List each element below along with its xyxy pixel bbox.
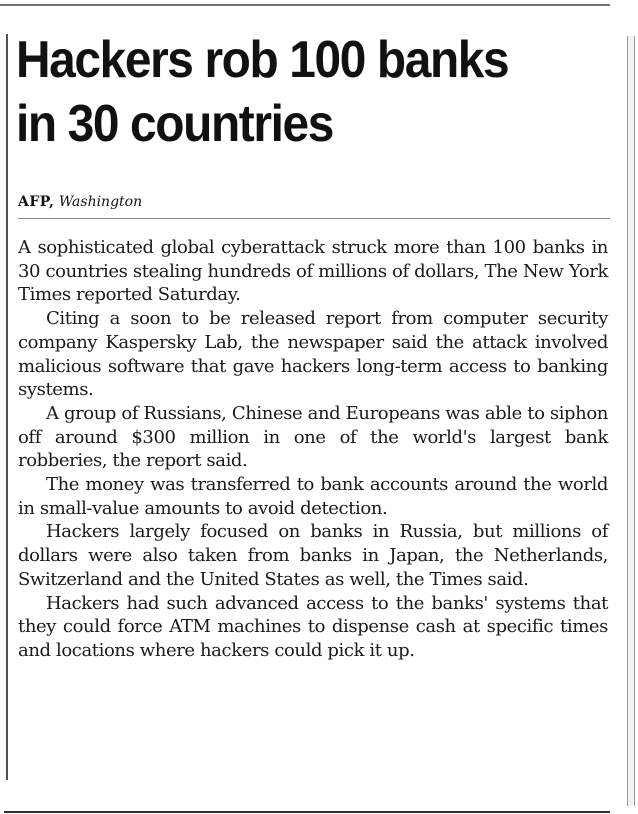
article-paragraph: Citing a soon to be released report from computer security company Kaspersky Lab, the newspaper said the attack involved malicious software that gave hackers long-term access to banking systems. xyxy=(18,308,608,401)
headline-line-2: in 30 countries xyxy=(16,95,333,153)
article-paragraph: Hackers had such advanced access to the banks' systems that they could force ATM machines to dispense cash at specific times and locations where hackers could pick it up. xyxy=(18,592,608,661)
byline-rule xyxy=(18,218,610,219)
byline-location: Washington xyxy=(58,194,143,210)
article-paragraph: A sophisticated global cyberattack struck more than 100 banks in 30 countries stealing hundreds of millions of dollars, The New York Times reported Saturday. xyxy=(18,237,608,306)
article-paragraph: A group of Russians, Chinese and Europeans was able to siphon off around $300 million in one of the world's largest bank robberies, the report said. xyxy=(18,402,608,472)
article-body xyxy=(18,236,608,663)
left-column-rule xyxy=(6,34,8,780)
bottom-rule xyxy=(4,811,610,813)
byline xyxy=(18,194,142,210)
top-rule xyxy=(0,4,610,6)
adjacent-column-edge xyxy=(627,36,635,806)
article-paragraph: Hackers largely focused on banks in Russia, but millions of dollars were also taken from banks in Japan, the Netherlands, Switzerland and the United States as well, the Times said. xyxy=(18,521,608,590)
headline xyxy=(16,28,568,156)
headline-line-1: Hackers rob 100 banks xyxy=(16,31,509,89)
article-paragraph: The money was transferred to bank accounts around the world in small-value amounts to avoid detection. xyxy=(18,474,608,519)
byline-source: AFP, xyxy=(18,194,55,210)
